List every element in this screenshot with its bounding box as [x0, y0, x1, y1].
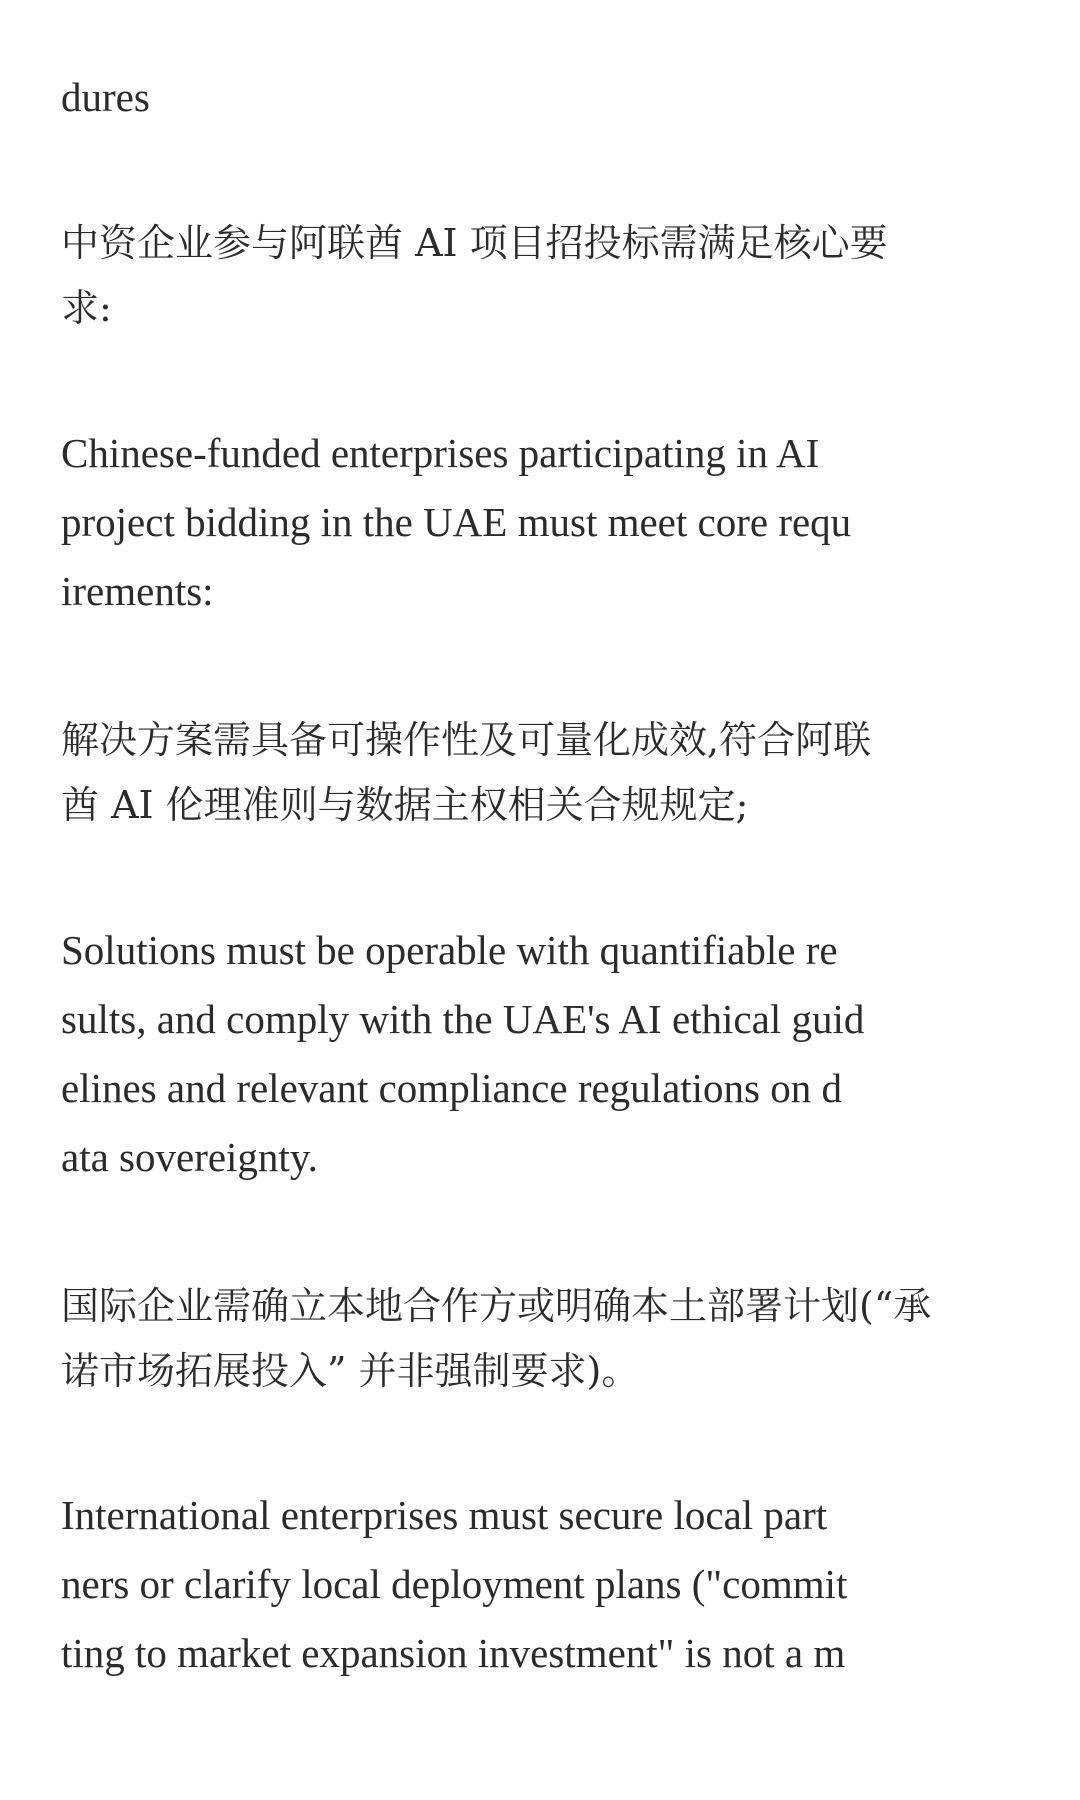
paragraph-en-requirements-line-1: Chinese-funded enterprises participating in AI	[61, 430, 820, 476]
paragraph-en-requirements-line-3: irements:	[61, 568, 214, 614]
paragraph-en-international-line-3: ting to market expansion investment" is not a m	[61, 1630, 846, 1676]
paragraph-continuation-line: dures	[61, 74, 150, 120]
paragraph-zh-solutions-line-2: 酋 AI 伦理准则与数据主权相关合规规定;	[61, 783, 749, 827]
paragraph-en-requirements-line-2: project bidding in the UAE must meet core requ	[61, 499, 852, 545]
paragraph-en-solutions-line-4: ata sovereignty.	[61, 1134, 318, 1180]
paragraph-en-solutions-line-3: elines and relevant compliance regulations on d	[61, 1065, 843, 1111]
paragraph-en-solutions-line-2: sults, and comply with the UAE's AI ethical guid	[61, 996, 865, 1042]
paragraph-zh-solutions-line-1: 解决方案需具备可操作性及可量化成效,符合阿联	[61, 718, 872, 762]
paragraph-zh-requirements-line-1: 中资企业参与阿联酋 AI 项目招投标需满足核心要	[61, 221, 888, 265]
paragraph-en-solutions-line-1: Solutions must be operable with quantifiable re	[61, 927, 838, 973]
paragraph-zh-requirements-line-2: 求:	[61, 286, 112, 330]
paragraph-en-international-line-1: International enterprises must secure local part	[61, 1492, 828, 1538]
paragraph-en-international-line-2: ners or clarify local deployment plans ("commit	[61, 1561, 848, 1607]
paragraph-zh-international-line-1: 国际企业需确立本地合作方或明确本土部署计划(“承	[61, 1284, 932, 1328]
paragraph-zh-international-line-2: 诺市场拓展投入” 并非强制要求)。	[61, 1349, 640, 1393]
